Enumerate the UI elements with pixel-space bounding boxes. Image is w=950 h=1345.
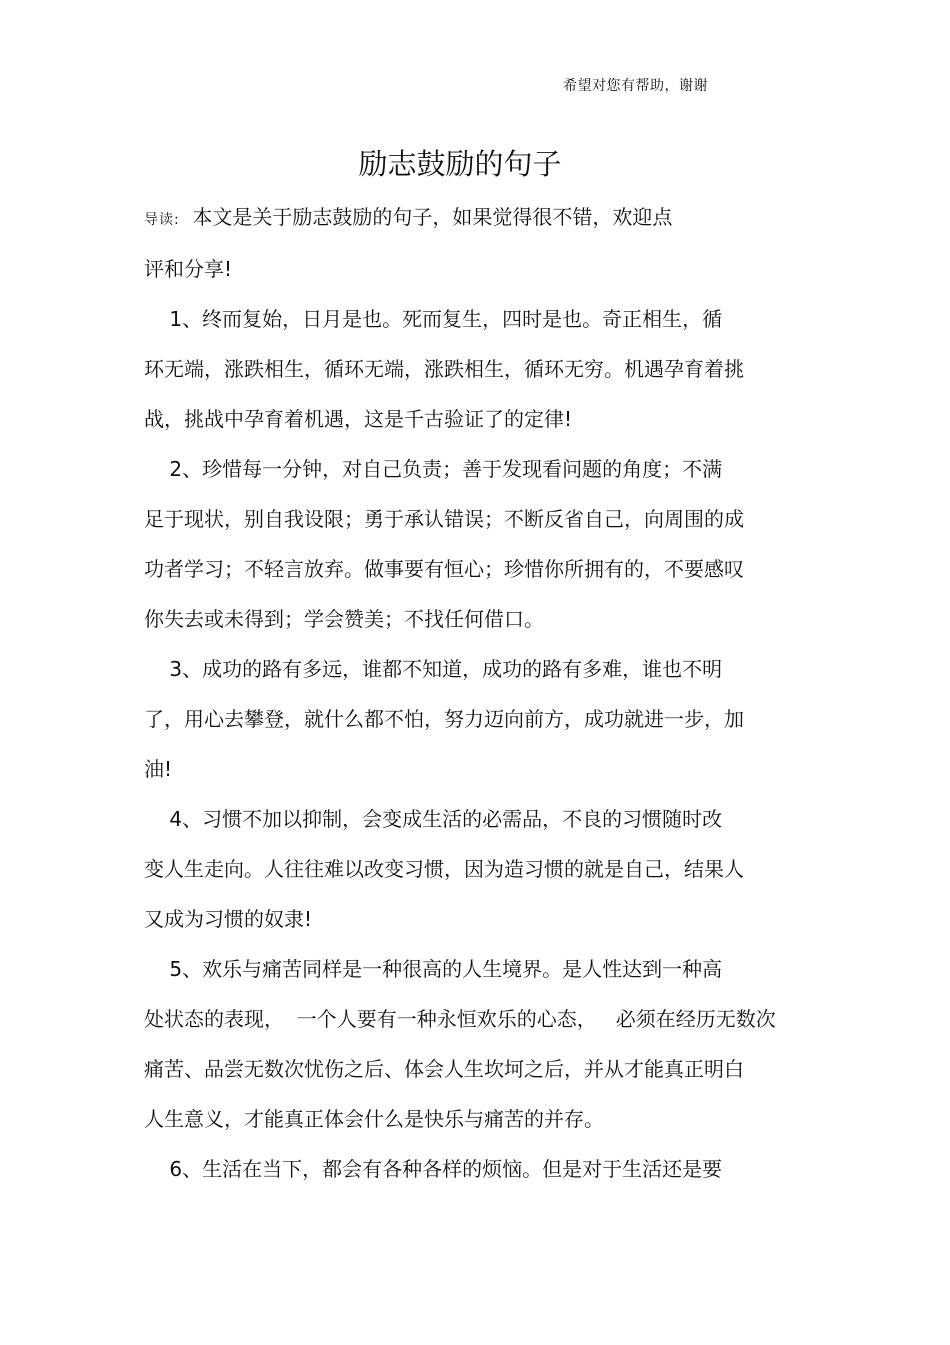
text-line: 油! <box>144 757 173 781</box>
text-line: 战，挑战中孕育着机遇，这是千古验证了的定律! <box>144 407 573 431</box>
text-line: 痛苦、品尝无数次忧伤之后、体会人生坎坷之后，并从才能真正明白 <box>144 1057 744 1081</box>
page-title: 励志鼓励的句子 <box>358 147 562 181</box>
text-line: 5、欢乐与痛苦同样是一种很高的人生境界。是人性达到一种高 <box>144 957 723 981</box>
text-line: 又成为习惯的奴隶! <box>144 907 313 931</box>
header-note: 希望对您有帮助，谢谢 <box>563 78 708 94</box>
text-line: 变人生走向。人往往难以改变习惯，因为造习惯的就是自己，结果人 <box>144 857 744 881</box>
text-line: 4、习惯不加以抑制，会变成生活的必需品，不良的习惯随时改 <box>144 807 723 831</box>
text-line: 了，用心去攀登，就什么都不怕，努力迈向前方，成功就进一步，加 <box>144 707 744 731</box>
text-line: 6、生活在当下，都会有各种各样的烦恼。但是对于生活还是要 <box>144 1157 723 1181</box>
text-line: 评和分享! <box>144 257 233 281</box>
lead-line <box>144 203 672 234</box>
text-line: 环无端，涨跌相生，循环无端，涨跌相生，循环无穷。机遇孕育着挑 <box>144 357 744 381</box>
text-line: 3、成功的路有多远，谁都不知道，成功的路有多难，谁也不明 <box>144 657 723 681</box>
lead-label: 导读: <box>144 212 180 228</box>
text-line: 2、珍惜每一分钟，对自己负责；善于发现看问题的角度；不满 <box>144 457 723 481</box>
text-line: 功者学习；不轻言放弃。做事要有恒心；珍惜你所拥有的，不要感叹 <box>144 557 744 581</box>
text-line: 人生意义，才能真正体会什么是快乐与痛苦的并存。 <box>144 1107 604 1131</box>
text-line: 足于现状，别自我设限；勇于承认错误；不断反省自己，向周围的成 <box>144 507 744 531</box>
text-line: 你失去或未得到；学会赞美；不找任何借口。 <box>144 607 544 631</box>
text-line: 1、终而复始，日月是也。死而复生，四时是也。奇正相生，循 <box>144 307 723 331</box>
text-line: 本文是关于励志鼓励的句子，如果觉得很不错，欢迎点 <box>179 205 673 229</box>
text-line: 处状态的表现， 一个人要有一种永恒欢乐的心态， 必须在经历无数次 <box>144 1007 776 1031</box>
